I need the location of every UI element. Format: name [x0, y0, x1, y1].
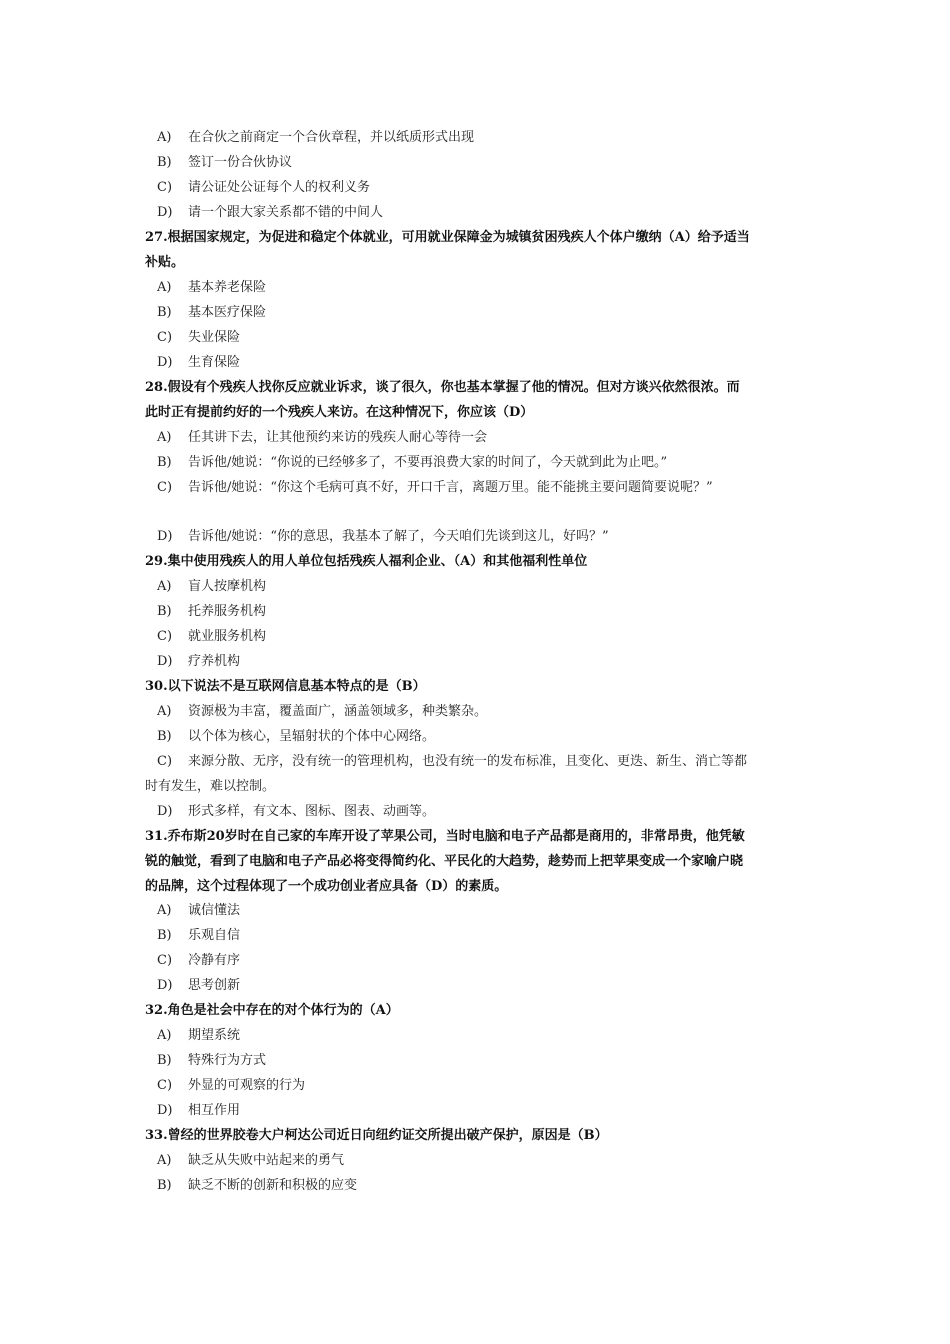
answer-option [157, 475, 822, 500]
option-letter: B) [157, 155, 172, 170]
answer-option [157, 425, 822, 450]
option-text: 缺乏不断的创新和积极的应变 [188, 1178, 358, 1193]
answer-option [157, 749, 822, 774]
answer-option [157, 624, 822, 649]
option-letter: A) [157, 1028, 172, 1043]
answer-option [157, 1173, 822, 1198]
option-text: 冷静有序 [188, 953, 241, 968]
option-text: 疗养机构 [188, 654, 241, 669]
option-text: 请一个跟大家关系都不错的中间人 [188, 205, 384, 220]
answer-option [157, 649, 822, 674]
option-text: 就业服务机构 [188, 629, 267, 644]
option-letter: A) [157, 704, 172, 719]
question-text: 锐的触觉，看到了电脑和电子产品必将变得简约化、平民化的大趋势，趁势而上把苹果变成一个家喻户晓 [145, 854, 744, 869]
option-letter: C) [157, 180, 173, 195]
answer-option [157, 325, 822, 350]
option-letter: D) [157, 529, 173, 544]
option-text: 生育保险 [188, 355, 241, 370]
option-text: 资源极为丰富，覆盖面广，涵盖领域多，种类繁杂。 [188, 704, 488, 719]
question-text: 27.根据国家规定，为促进和稳定个体就业，可用就业保障金为城镇贫困残疾人个体户缴纳（A）给予适当 [145, 230, 750, 245]
option-text: 以个体为核心，呈辐射状的个体中心网络。 [188, 729, 436, 744]
option-text: 失业保险 [188, 330, 241, 345]
option-text: 乐观自信 [188, 928, 241, 943]
option-letter: B) [157, 455, 172, 470]
option-text: 期望系统 [188, 1028, 241, 1043]
answer-option [157, 450, 822, 475]
question-text: 28.假设有个残疾人找你反应就业诉求，谈了很久，你也基本掌握了他的情况。但对方谈兴依然很浓。而 [145, 380, 740, 395]
answer-option [157, 898, 822, 923]
option-text: 特殊行为方式 [188, 1053, 267, 1068]
answer-option [157, 799, 822, 824]
answer-option [157, 973, 822, 998]
option-text: 告诉他/她说：“你的意思，我基本了解了，今天咱们先谈到这儿，好吗？” [188, 529, 609, 544]
question-text: 此时正有提前约好的一个残疾人来访。在这种情况下，你应该（D） [145, 405, 534, 420]
option-letter: D) [157, 205, 173, 220]
option-letter: B) [157, 1178, 172, 1193]
answer-option [157, 724, 822, 749]
answer-option [157, 1148, 822, 1173]
answer-option [157, 200, 822, 225]
answer-option [157, 300, 822, 325]
option-letter: D) [157, 654, 173, 669]
option-letter: C) [157, 480, 173, 495]
answer-option [157, 1048, 822, 1073]
option-letter: D) [157, 978, 173, 993]
question-text: 29.集中使用残疾人的用人单位包括残疾人福利企业、（A）和其他福利性单位 [145, 554, 588, 569]
answer-option [157, 150, 822, 175]
answer-option [157, 275, 822, 300]
answer-option [157, 599, 822, 624]
option-text: 诚信懂法 [188, 903, 241, 918]
option-letter: C) [157, 1078, 173, 1093]
option-text: 外显的可观察的行为 [188, 1078, 306, 1093]
option-text: 托养服务机构 [188, 604, 267, 619]
option-text: 告诉他/她说：“你这个毛病可真不好，开口千言，离题万里。能不能挑主要问题简要说呢？” [188, 480, 713, 495]
question-text: 31.乔布斯20岁时在自己家的车库开设了苹果公司，当时电脑和电子产品都是商用的，非常昂贵，他凭敏 [145, 829, 745, 844]
option-letter: B) [157, 604, 172, 619]
option-continuation: 时有发生，难以控制。 [145, 779, 276, 794]
question-text: 的品牌，这个过程体现了一个成功创业者应具备（D）的素质。 [145, 879, 508, 894]
option-letter: A) [157, 280, 172, 295]
answer-option [157, 524, 822, 549]
question-text: 33.曾经的世界胶卷大户柯达公司近日向纽约证交所提出破产保护，原因是（B） [145, 1128, 608, 1143]
answer-option [157, 125, 822, 150]
option-text: 任其讲下去，让其他预约来访的残疾人耐心等待一会 [188, 430, 488, 445]
option-letter: C) [157, 953, 173, 968]
option-text: 告诉他/她说：“你说的已经够多了，不要再浪费大家的时间了，今天就到此为止吧。” [188, 455, 668, 470]
option-letter: B) [157, 1053, 172, 1068]
option-letter: C) [157, 330, 173, 345]
option-letter: A) [157, 903, 172, 918]
option-text: 在合伙之前商定一个合伙章程，并以纸质形式出现 [188, 130, 475, 145]
option-text: 请公证处公证每个人的权利义务 [188, 180, 371, 195]
option-letter: C) [157, 754, 173, 769]
option-text: 基本医疗保险 [188, 305, 267, 320]
answer-option [157, 1023, 822, 1048]
option-text: 思考创新 [188, 978, 241, 993]
option-letter: D) [157, 355, 173, 370]
answer-option [157, 574, 822, 599]
option-letter: B) [157, 305, 172, 320]
answer-option [157, 923, 822, 948]
answer-option [157, 699, 822, 724]
option-letter: D) [157, 1103, 173, 1118]
option-text: 盲人按摩机构 [188, 579, 267, 594]
answer-option [157, 350, 822, 375]
option-letter: C) [157, 629, 173, 644]
option-letter: A) [157, 430, 172, 445]
option-letter: D) [157, 804, 173, 819]
answer-option [157, 1073, 822, 1098]
question-text: 32.角色是社会中存在的对个体行为的（A） [145, 1003, 399, 1018]
answer-option [157, 948, 822, 973]
option-text: 签订一份合伙协议 [188, 155, 293, 170]
option-letter: A) [157, 130, 172, 145]
option-letter: A) [157, 1153, 172, 1168]
option-letter: B) [157, 928, 172, 943]
option-text: 基本养老保险 [188, 280, 267, 295]
option-letter: B) [157, 729, 172, 744]
question-text: 30.以下说法不是互联网信息基本特点的是（B） [145, 679, 426, 694]
option-text: 来源分散、无序，没有统一的管理机构，也没有统一的发布标准，且变化、更迭、新生、消亡等都 [188, 754, 748, 769]
answer-option [157, 175, 822, 200]
option-text: 相互作用 [188, 1103, 241, 1118]
question-text: 补贴。 [145, 255, 185, 270]
answer-option [157, 1098, 822, 1123]
option-letter: A) [157, 579, 172, 594]
option-text: 缺乏从失败中站起来的勇气 [188, 1153, 345, 1168]
option-text: 形式多样，有文本、图标、图表、动画等。 [188, 804, 436, 819]
